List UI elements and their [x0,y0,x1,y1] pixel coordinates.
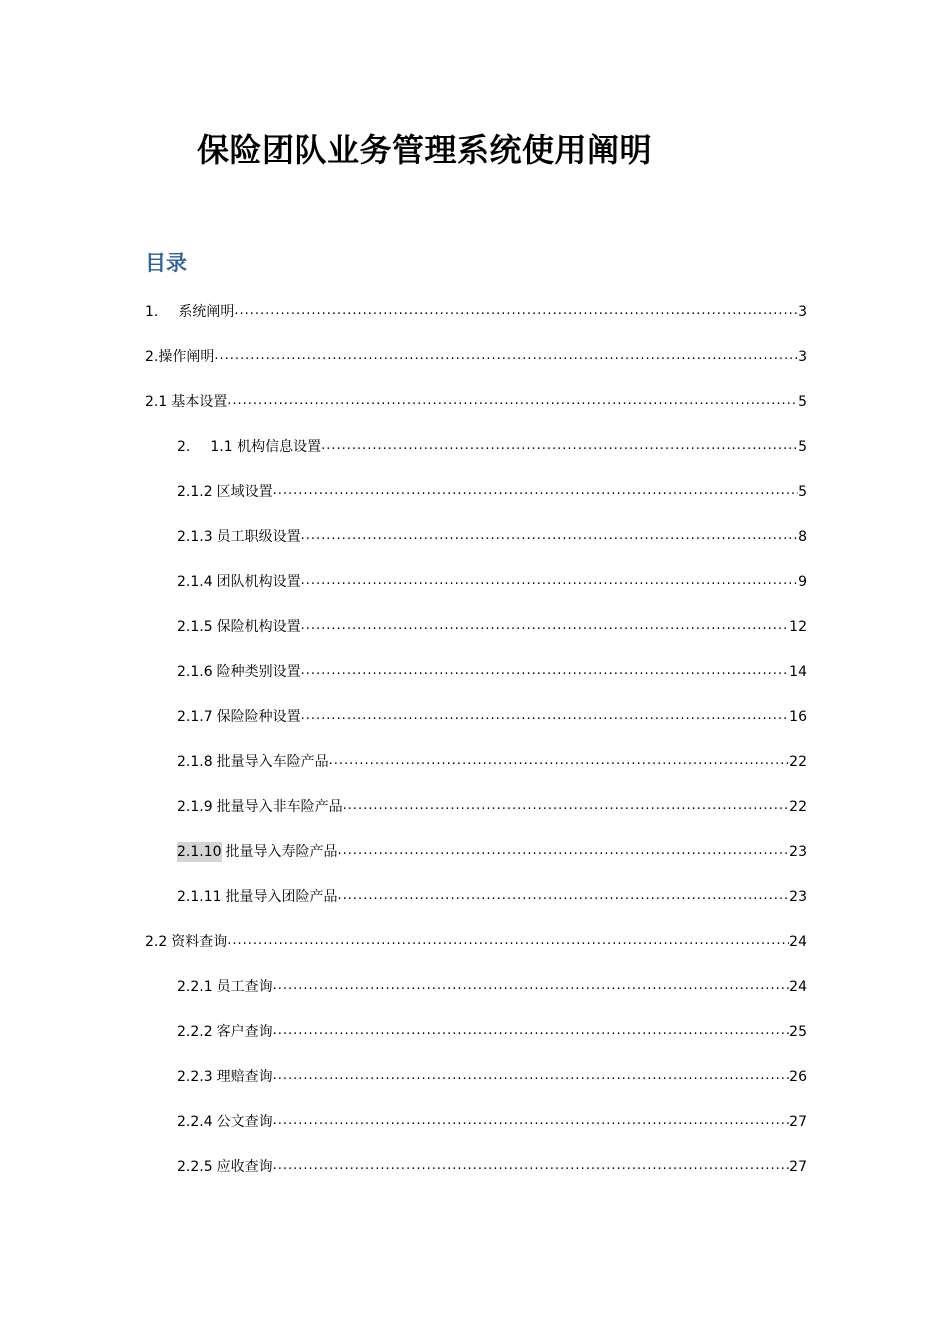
toc-entry-number: 2.1.6 [177,664,213,680]
toc-entry-page-number: 27 [789,1114,807,1130]
toc-entry[interactable] [177,705,807,727]
toc-entry-page-number: 9 [798,574,807,590]
toc-entry-page-number: 24 [789,979,807,995]
toc-entry-page-number: 5 [798,394,807,410]
toc-dot-leader [301,662,790,682]
toc-entry-title: 批量导入团险产品 [225,889,338,905]
toc-dot-leader [227,392,798,412]
toc-entry[interactable] [177,885,807,907]
toc-entry-page-number: 26 [789,1069,807,1085]
toc-entry-page-number: 16 [789,709,807,725]
toc-entry-page-number: 25 [789,1024,807,1040]
toc-dot-leader [329,752,790,772]
toc-entry-page-number: 23 [789,889,807,905]
toc-entry-page-number: 22 [789,799,807,815]
toc-entry[interactable] [177,615,807,637]
toc-entry-title: 公文查询 [216,1114,273,1130]
toc-entry-title: 员工职级设置 [216,529,301,545]
toc-entry-page-number: 23 [789,844,807,860]
toc-entry[interactable] [177,795,807,817]
toc-entry[interactable] [177,525,807,547]
toc-entry-number: 2.1.2 [177,484,213,500]
toc-entry[interactable] [177,975,807,997]
toc-entry[interactable] [177,570,807,592]
toc-entry-number: 2.1.11 [177,889,222,905]
toc-entry-title: 应收查询 [216,1159,273,1175]
toc-entry-number: 2.1.9 [177,799,213,815]
toc-entry[interactable] [145,390,807,412]
toc-entry-title: 批量导入寿险产品 [225,844,338,860]
toc-entry-title: 客户查询 [216,1024,273,1040]
toc-entry-number: 2.2.1 [177,979,213,995]
toc-entry[interactable] [177,1020,807,1042]
toc-entry-page-number: 27 [789,1159,807,1175]
toc-entry-number: 2. [177,439,191,455]
toc-entry[interactable] [177,660,807,682]
toc-entry-number: 2.1.3 [177,529,213,545]
toc-entry-title: 批量导入车险产品 [216,754,329,770]
toc-dot-leader [273,1022,790,1042]
toc-entry-title: 2.操作阐明 [145,349,215,365]
toc-entry-page-number: 24 [789,934,807,950]
toc-dot-leader [234,302,798,322]
toc-entry-number: 2.2.5 [177,1159,213,1175]
toc-dot-leader [301,707,790,727]
toc-entry[interactable] [177,1110,807,1132]
toc-entry-number: 2.1.7 [177,709,213,725]
toc-entry[interactable] [177,1065,807,1087]
toc-entry-title: 团队机构设置 [216,574,301,590]
toc-entry-page-number: 22 [789,754,807,770]
toc-dot-leader [321,437,798,457]
toc-entry-number: 2.2 [145,934,168,950]
toc-entry-title: 批量导入非车险产品 [216,799,343,815]
toc-entry-title: 险种类别设置 [216,664,301,680]
toc-entry[interactable] [177,435,807,457]
toc-dot-leader [301,617,790,637]
toc-entry-number: 2.1.4 [177,574,213,590]
toc-dot-leader [214,347,798,367]
toc-entry-number: 2.2.4 [177,1114,213,1130]
toc-dot-leader [338,842,790,862]
toc-dot-leader [343,797,790,817]
document-title: 保险团队业务管理系统使用阐明 [197,131,653,169]
toc-dot-leader [227,932,789,952]
toc-entry[interactable] [145,300,807,322]
toc-entry-page-number: 8 [798,529,807,545]
toc-dot-leader [273,977,790,997]
toc-dot-leader [273,1112,790,1132]
toc-dot-leader [273,482,798,502]
toc-entry-number: 2.1.5 [177,619,213,635]
toc-entry-title: 保险险种设置 [216,709,301,725]
toc-dot-leader [301,572,798,592]
toc-entry[interactable] [177,1155,807,1177]
toc-entry-page-number: 14 [789,664,807,680]
toc-entry[interactable] [177,840,807,862]
toc-entry[interactable] [177,750,807,772]
toc-entry-page-number: 5 [798,439,807,455]
toc-entry-page-number: 3 [798,304,807,320]
toc-entry-number: 2.2.2 [177,1024,213,1040]
toc-entry[interactable] [177,480,807,502]
toc-entry-page-number: 3 [798,349,807,365]
toc-entry-title: 理赔查询 [216,1069,273,1085]
toc-entry-title: 系统阐明 [178,304,235,320]
toc-heading: 目录 [145,251,187,275]
toc-entry[interactable] [145,930,807,952]
toc-entry-title: 区域设置 [216,484,273,500]
toc-entry-title: 员工查询 [216,979,273,995]
toc-entry-page-number: 5 [798,484,807,500]
toc-entry-number: 2.2.3 [177,1069,213,1085]
toc-dot-leader [273,1067,790,1087]
toc-entry-number: 2.1 [145,394,168,410]
toc-entry-title: 1.1 机构信息设置 [210,439,322,455]
toc-entry-page-number: 12 [789,619,807,635]
toc-dot-leader [273,1157,790,1177]
toc-entry[interactable] [145,345,807,367]
toc-entry-title: 保险机构设置 [216,619,301,635]
toc-entry-title: 基本设置 [171,394,228,410]
toc-entry-number: 1. [145,304,159,320]
toc-entry-title: 资料查询 [171,934,228,950]
toc-dot-leader [338,887,790,907]
toc-entry-number: 2.1.10 [177,844,222,860]
toc-dot-leader [301,527,798,547]
toc-entry-number: 2.1.8 [177,754,213,770]
